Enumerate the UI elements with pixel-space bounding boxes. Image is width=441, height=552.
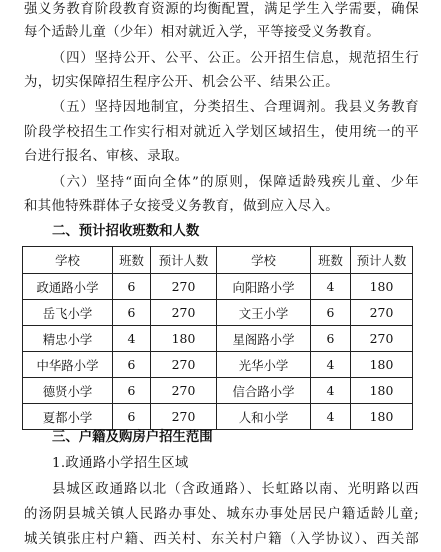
table-cell: 180 xyxy=(351,274,413,300)
table-cell: 信合路小学 xyxy=(217,378,311,404)
table-cell: 4 xyxy=(311,404,351,430)
table-cell: 文王小学 xyxy=(217,300,311,326)
paragraph-line: 和其他特殊群体子女接受义务教育，做到应入尽入。 xyxy=(24,199,339,214)
table-cell: 270 xyxy=(151,404,217,430)
table-cell: 6 xyxy=(113,352,151,378)
column-header: 学校 xyxy=(23,247,113,274)
table-cell: 6 xyxy=(113,378,151,404)
enrollment-table xyxy=(22,246,413,430)
table-cell: 星阁路小学 xyxy=(217,326,311,352)
column-header: 学校 xyxy=(217,247,311,274)
table-cell: 270 xyxy=(151,274,217,300)
table-cell: 夏都小学 xyxy=(23,404,113,430)
paragraph-line: 的汤阴县城关镇人民路办事处、城东办事处居民户籍适龄儿童; xyxy=(24,507,419,522)
table-cell: 180 xyxy=(151,326,217,352)
paragraph-line: 城关镇张庄村户籍、西关村、东关村户籍（入学协议）、西关部 xyxy=(24,532,419,547)
table-header-row xyxy=(23,247,413,274)
table-cell: 6 xyxy=(113,404,151,430)
table-row xyxy=(23,326,413,352)
column-header: 预计人数 xyxy=(351,247,413,274)
table-cell: 4 xyxy=(311,352,351,378)
table-cell: 4 xyxy=(311,274,351,300)
table-cell: 4 xyxy=(311,378,351,404)
table-cell: 中华路小学 xyxy=(23,352,113,378)
column-header: 班数 xyxy=(311,247,351,274)
table-cell: 180 xyxy=(351,378,413,404)
table-row xyxy=(23,404,413,430)
table-cell: 270 xyxy=(151,378,217,404)
table-cell: 精忠小学 xyxy=(23,326,113,352)
table-cell: 270 xyxy=(351,300,413,326)
table-cell: 270 xyxy=(151,352,217,378)
paragraph-line: （四）坚持公开、公平、公正。公开招生信息，规范招生行 xyxy=(52,51,419,66)
table-cell: 6 xyxy=(311,326,351,352)
paragraph-line: 县城区政通路以北（含政通路）、长虹路以南、光明路以西 xyxy=(52,482,419,497)
table-cell: 6 xyxy=(113,274,151,300)
table-cell: 政通路小学 xyxy=(23,274,113,300)
table-cell: 180 xyxy=(351,352,413,378)
table-cell: 岳飞小学 xyxy=(23,300,113,326)
section-heading: 二、预计招收班数和人数 xyxy=(52,224,200,239)
paragraph-line: （五）坚持因地制宜，分类招生、合理调剂。我县义务教育 xyxy=(52,100,419,115)
paragraph-line: 强义务教育阶段教育资源的均衡配置，满足学生入学需要，确保 xyxy=(24,2,419,17)
table-cell: 德贤小学 xyxy=(23,378,113,404)
table-row xyxy=(23,300,413,326)
table-cell: 6 xyxy=(311,300,351,326)
table-row xyxy=(23,352,413,378)
table-cell: 光华小学 xyxy=(217,352,311,378)
table-cell: 人和小学 xyxy=(217,404,311,430)
column-header: 班数 xyxy=(113,247,151,274)
paragraph-line: 每个适龄儿童（少年）相对就近入学，平等接受义务教育。 xyxy=(24,25,380,40)
paragraph-line: 为，切实保障招生程序公开、机会公平、结果公正。 xyxy=(24,75,339,90)
column-header: 预计人数 xyxy=(151,247,217,274)
table-cell: 270 xyxy=(351,326,413,352)
section-heading: 三、户籍及购房户招生范围 xyxy=(52,430,213,445)
table-row xyxy=(23,378,413,404)
table-cell: 270 xyxy=(151,300,217,326)
paragraph-line: （六）坚持“面向全体”的原则，保障适龄残疾儿童、少年 xyxy=(52,175,419,190)
paragraph-line: 台进行报名、审核、录取。 xyxy=(24,149,189,164)
table-cell: 6 xyxy=(113,300,151,326)
table-cell: 180 xyxy=(351,404,413,430)
subsection-heading: 1.政通路小学招生区域 xyxy=(52,456,189,471)
paragraph-line: 阶段学校招生工作实行相对就近入学划区域招生，使用统一的平 xyxy=(24,125,419,140)
table-cell: 4 xyxy=(113,326,151,352)
table-row xyxy=(23,274,413,300)
table-cell: 向阳路小学 xyxy=(217,274,311,300)
